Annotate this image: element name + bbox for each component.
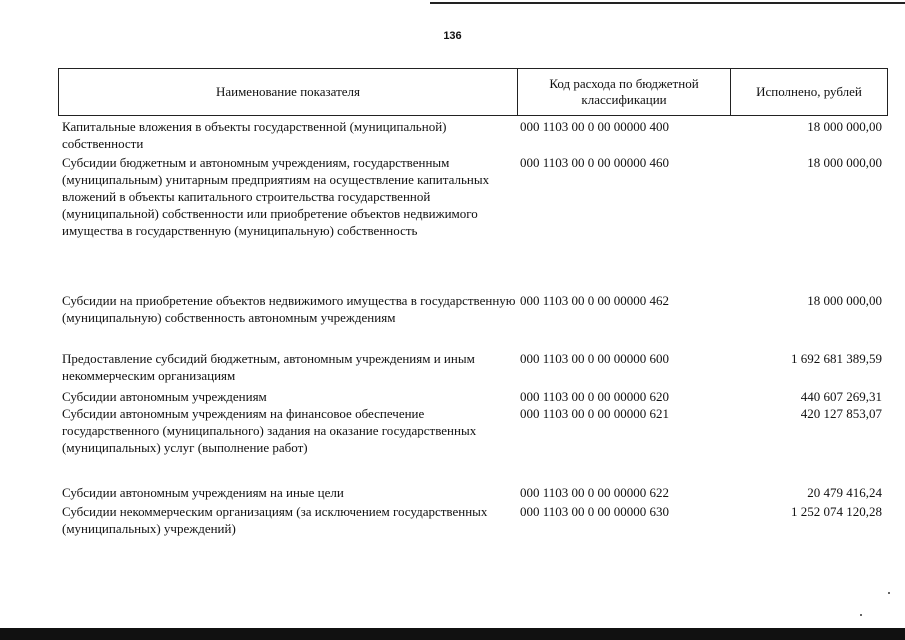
- row-code: 000 1103 00 0 00 00000 400: [520, 119, 670, 134]
- row-name: Предоставление субсидий бюджетным, автономным учреждениям и иным некоммерческим организациям: [62, 351, 475, 383]
- header-executed: Исполнено, рублей: [756, 84, 862, 99]
- row-code: 000 1103 00 0 00 00000 600: [520, 351, 670, 366]
- row-name: Субсидии на приобретение объектов недвижимого имущества в государственную (муниципальную) собственность автономным учреждениям: [62, 293, 516, 325]
- row-amount: 18 000 000,00: [807, 155, 882, 170]
- page-number: 136: [443, 30, 462, 42]
- row-code: 000 1103 00 0 00 00000 622: [520, 485, 670, 500]
- table-row: [62, 503, 882, 539]
- table-body: [62, 118, 882, 539]
- bottom-scan-border: [0, 628, 905, 640]
- scan-speck: [860, 614, 862, 616]
- row-amount: 20 479 416,24: [807, 485, 882, 500]
- header-name: Наименование показателя: [59, 69, 518, 115]
- table-header: [58, 68, 888, 116]
- table-row: [62, 350, 882, 388]
- row-code: 000 1103 00 0 00 00000 620: [520, 389, 670, 404]
- top-border-line: [430, 2, 905, 4]
- row-amount: 18 000 000,00: [807, 293, 882, 308]
- row-name: Субсидии некоммерческим организациям (за исключением государственных (муниципальных) учреждений): [62, 504, 488, 536]
- table-row: [62, 388, 882, 405]
- table-row: [62, 484, 882, 503]
- row-name: Субсидии автономным учреждениям на финансовое обеспечение государственного (муниципального) задания на оказание государственных (муниципальных) услуг (выполнение работ): [62, 406, 477, 455]
- row-code: 000 1103 00 0 00 00000 462: [520, 293, 670, 308]
- row-name: Субсидии автономным учреждениям на иные цели: [62, 485, 344, 500]
- row-amount: 18 000 000,00: [807, 119, 882, 134]
- row-code: 000 1103 00 0 00 00000 621: [520, 406, 670, 421]
- row-code: 000 1103 00 0 00 00000 630: [520, 504, 670, 519]
- row-name: Субсидии автономным учреждениям: [62, 389, 267, 404]
- row-amount: 1 692 681 389,59: [791, 351, 882, 366]
- table-row: [62, 405, 882, 484]
- table-row: [62, 154, 882, 292]
- header-code: Код расхода по бюджетной классификации: [518, 69, 731, 115]
- row-code: 000 1103 00 0 00 00000 460: [520, 155, 670, 170]
- row-amount: 1 252 074 120,28: [791, 504, 882, 519]
- row-name: Субсидии бюджетным и автономным учреждениям, государственным (муниципальным) унитарным предприятиям на осуществление капитальных вложений в объекты капитального строительства государственной (муниципальной) собственности или приобретение объектов недвижимого имущества в государственную (муниципальную) собственность: [62, 155, 490, 238]
- table-row: [62, 292, 882, 350]
- row-amount: 420 127 853,07: [800, 406, 882, 421]
- table-row: [62, 118, 882, 154]
- row-amount: 440 607 269,31: [800, 389, 882, 404]
- scan-speck: [888, 592, 890, 594]
- row-name: Капитальные вложения в объекты государственной (муниципальной) собственности: [62, 119, 447, 151]
